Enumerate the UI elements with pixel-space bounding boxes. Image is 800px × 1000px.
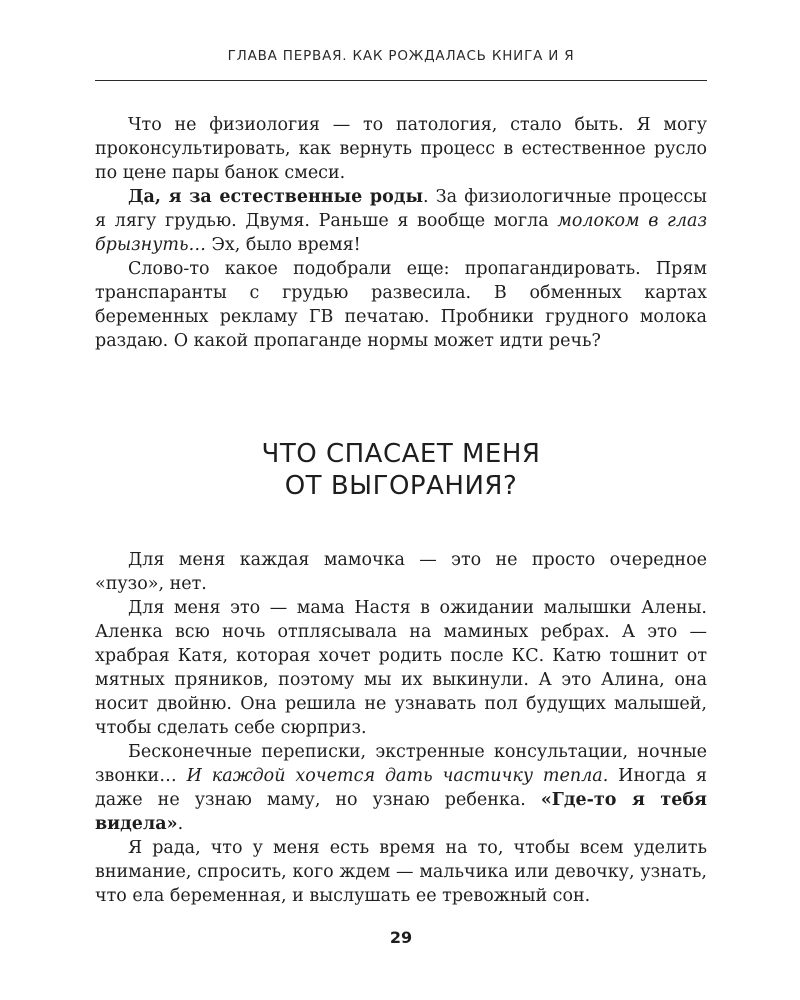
text-run: . За физиологичные процессы я лягу грудью. Двумя. Раньше я вообще могла xyxy=(95,187,707,231)
text-run: Бесконечные переписки, экстренные консультации, ночные звонки… xyxy=(95,742,707,786)
paragraph: Я рада, что у меня есть время на то, чтобы всем уделить внимание, спросить, кого ждем — мальчика или девочку, узнать, что ела беременная, и выслушать ее тревожный сон. xyxy=(95,838,707,906)
text-run: Эх, было время! xyxy=(205,235,361,255)
paragraph xyxy=(95,185,707,257)
text-run: . xyxy=(177,814,184,834)
italic-phrase: И каждой хочется дать частичку тепла. xyxy=(186,766,609,786)
text-run: Иногда я даже не узнаю маму, но узнаю ребенка. xyxy=(95,766,707,810)
header-rule xyxy=(95,80,707,81)
paragraph: Для меня это — мама Настя в ожидании малышки Алены. Аленка всю ночь отплясывала на маминых ребрах. А это — храбрая Катя, которая хочет родить после КС. Катю тошнит от мятных пряников, поэтому мы их выкинули. А это Алина, она носит двойню. Она решила не узнавать пол будущих малышей, чтобы сделать себе сюрприз. xyxy=(95,598,707,738)
bold-phrase: Да, я за естественные роды xyxy=(128,187,424,207)
page-number: 29 xyxy=(389,928,413,947)
paragraph: Что не физиология — то патология, стало быть. Я могу проконсультировать, как вернуть процесс в естественное русло по цене пары банок смеси. xyxy=(95,115,707,183)
section2-text xyxy=(95,548,707,908)
section1-text xyxy=(95,113,707,353)
italic-phrase: молоком в глаз брызнуть… xyxy=(95,211,707,255)
paragraph: Для меня каждая мамочка — это не просто очередное «пузо», нет. xyxy=(95,550,707,594)
section-title-line1: ЧТО СПАСАЕТ МЕНЯ xyxy=(261,439,541,469)
section-title xyxy=(95,438,707,502)
running-head: ГЛАВА ПЕРВАЯ. КАК РОЖДАЛАСЬ КНИГА И Я xyxy=(227,48,575,64)
paragraph xyxy=(95,740,707,836)
paragraph: Слово-то какое подобрали еще: пропагандировать. Прям транспаранты с грудью развесила. В обменных картах беременных рекламу ГВ печатаю. Пробники грудного молока раздаю. О какой пропаганде нормы может идти речь? xyxy=(95,259,707,351)
bold-phrase: «Где-то я тебя видела» xyxy=(95,790,707,834)
section-title-line2: ОТ ВЫГОРАНИЯ? xyxy=(284,471,518,501)
